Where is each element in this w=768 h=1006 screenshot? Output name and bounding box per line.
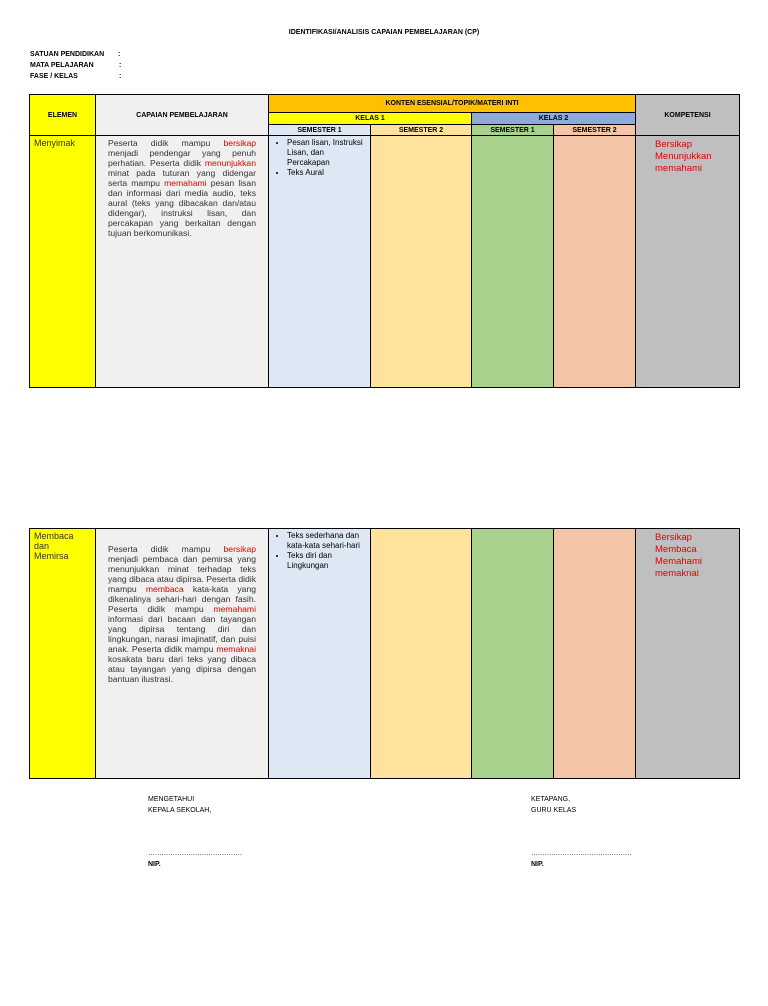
- capaian-cell: [96, 136, 269, 388]
- meta-satuan-pendidikan: [30, 51, 121, 58]
- meta-label: SATUAN PENDIDIKAN: [30, 51, 105, 58]
- materi-item: • Teks Aural: [287, 168, 368, 178]
- meta-label: FASE / KELAS: [30, 73, 78, 80]
- materi-cell-kelas2-sem1: [472, 529, 554, 779]
- keyword: memaknai: [216, 644, 256, 654]
- header-semester-1: SEMESTER 1: [269, 125, 371, 136]
- kompetensi-item: Memahami: [655, 556, 702, 567]
- kompetensi-item: Bersikap: [655, 532, 692, 543]
- signature-right-line2: GURU KELAS: [531, 807, 577, 814]
- document-title: IDENTIFIKASI/ANALISIS CAPAIAN PEMBELAJARAN (CP): [288, 29, 480, 36]
- kompetensi-item: Bersikap: [655, 139, 692, 150]
- elemen-cell: Menyimak: [30, 136, 96, 388]
- signature-right: [531, 794, 576, 816]
- signature-left-line1: MENGETAHUI: [148, 796, 195, 803]
- header-elemen: ELEMEN: [30, 95, 96, 136]
- header-capaian: CAPAIAN PEMBELAJARAN: [96, 95, 269, 136]
- header-semester-1: SEMESTER 1: [472, 125, 554, 136]
- header-kelas-1: KELAS 1: [269, 113, 472, 125]
- meta-colon: :: [119, 62, 122, 69]
- cp-table-2: [29, 528, 740, 779]
- capaian-text: Peserta didik mampu bersikap menjadi pendengar yang penuh perhatian. Peserta didik menunjukkan minat pada tuturan yang didengar serta mampu memahami pesan lisan dan informasi dari media audio, teks aural (teks yang dibacakan dan/atau didengar), instruksi lisan, dan percakapan yang berkaitan dengan tujuan berkomunikasi.: [108, 138, 256, 238]
- kompetensi-item: Menunjukkan: [655, 151, 712, 162]
- signature-left-nip: NIP.: [148, 861, 161, 868]
- materi-item: • Teks sederhana dan kata-kata sehari-hari: [287, 531, 368, 551]
- signature-right-line1: KETAPANG,: [531, 796, 571, 803]
- kompetensi-item: memahami: [655, 163, 703, 174]
- kompetensi-cell: [636, 136, 740, 388]
- signature-left-line2: KEPALA SEKOLAH,: [148, 807, 212, 814]
- header-semester-2: SEMESTER 2: [554, 125, 636, 136]
- capaian-cell: [96, 529, 269, 779]
- materi-cell-kelas2-sem1: [472, 136, 554, 388]
- header-semester-2: SEMESTER 2: [371, 125, 472, 136]
- header-konten: KONTEN ESENSIAL/TOPIK/MATERI INTI: [269, 95, 636, 113]
- materi-item: • Pesan lisan, Instruksi Lisan, dan Percakapan: [287, 138, 368, 168]
- keyword: bersikap: [223, 544, 256, 554]
- capaian-text: Peserta didik mampu bersikap menjadi pembaca dan pemirsa yang menunjukkan minat terhadap teks yang dibaca atau dipirsa. Peserta didik mampu membaca kata-kata yang dikenalinya sehari-hari dengan fasih. Peserta didik mampu memahami informasi dari bacaan dan tayangan yang dipirsa tentang diri dan lingkungan, narasi imajinatif, dan puisi anak. Peserta didik mampu memaknai kosakata baru dari teks yang dibaca atau tayangan yang dipirsa dengan bantuan ilustrasi.: [108, 544, 257, 684]
- signature-left: [148, 794, 211, 816]
- materi-cell-kelas1-sem1: [269, 136, 371, 388]
- keyword: memahami: [213, 604, 256, 614]
- meta-label: MATA PELAJARAN: [30, 62, 94, 69]
- header-kompetensi: KOMPETENSI: [636, 95, 740, 136]
- materi-cell-kelas2-sem2: [554, 529, 636, 779]
- meta-fase-kelas: [30, 73, 122, 80]
- meta-colon: :: [118, 51, 121, 58]
- keyword: bersikap: [223, 138, 256, 148]
- materi-cell-kelas1-sem1: [269, 529, 371, 779]
- cp-table-1: [29, 94, 740, 388]
- kompetensi-item: memaknai: [655, 568, 699, 579]
- header-kelas-2: KELAS 2: [472, 113, 636, 125]
- materi-item: • Teks diri dan Lingkungan: [287, 551, 368, 571]
- materi-cell-kelas2-sem2: [554, 136, 636, 388]
- materi-cell-kelas1-sem2: [371, 136, 472, 388]
- keyword: memahami: [164, 178, 207, 188]
- meta-colon: :: [119, 73, 122, 80]
- signature-right-name-line: ………………………………………: [531, 850, 632, 857]
- kompetensi-cell: [636, 529, 740, 779]
- meta-mata-pelajaran: [30, 62, 122, 69]
- signature-left-name-line: ……………………………………: [148, 850, 242, 857]
- keyword: membaca: [145, 584, 184, 594]
- kompetensi-item: Membaca: [655, 544, 697, 555]
- elemen-cell: Membaca dan Memirsa: [30, 529, 96, 779]
- signature-right-nip: NIP.: [531, 861, 544, 868]
- materi-cell-kelas1-sem2: [371, 529, 472, 779]
- keyword: menunjukkan: [204, 158, 256, 168]
